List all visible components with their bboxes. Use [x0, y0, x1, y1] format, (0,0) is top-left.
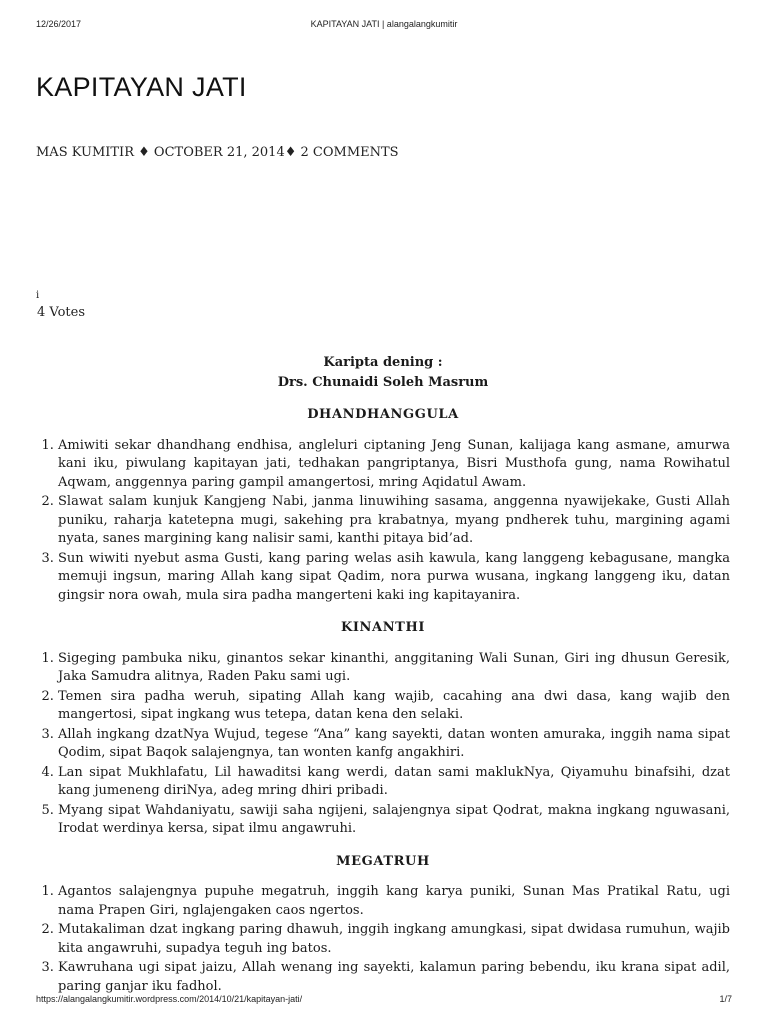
post-content: [36, 354, 730, 997]
print-header: [0, 0, 768, 30]
print-date: 12/26/2017: [36, 19, 82, 29]
meta-separator-icon: ♦: [284, 145, 297, 160]
verse-item: 5. Myang sipat Wahdaniyatu, sawiji saha ngijeni, salajengnya sipat Qodrat, makna ingkang nguwasani, Irodat werdinya kersa, sipat ilmu angawruhi.: [58, 802, 730, 839]
verse-item: 3. Sun wiwiti nyebut asma Gusti, kang paring welas asih kawula, kang langgeng kebagusane, mangka memuji ingsun, maring Allah kang sipat Qadim, nora purwa wusana, ingkang langgeng iku, datan gingsir nora owah, mula sira padha mangerteni kaki ing kapitayanira.: [58, 550, 730, 606]
author-credit: Drs. Chunaidi Soleh Masrum: [277, 374, 489, 390]
author-link[interactable]: MAS KUMITIR: [36, 145, 134, 160]
section-heading: MEGATRUH: [336, 853, 430, 869]
meta-separator-icon: ♦: [138, 145, 150, 160]
verse-item: 3. Kawruhana ugi sipat jaizu, Allah wenang ing sayekti, kalamun paring bebendu, iku krana sipat adil, paring ganjar iku fadhol.: [58, 959, 730, 996]
page-number: 1/7: [719, 994, 732, 1004]
votes-count: 4 Votes: [37, 305, 86, 320]
verse-item: 4. Lan sipat Mukhlafatu, Lil hawaditsi kang werdi, datan sami maklukNya, Qiyamuhu binafsihi, dzat kang jumeneng diriNya, adeg mring dhiri pribadi.: [58, 764, 730, 801]
post-title: KAPITAYAN JATI: [36, 72, 247, 102]
comments-link[interactable]: 2 COMMENTS: [300, 145, 399, 160]
credit-line: Karipta dening :: [323, 355, 443, 370]
verse-item: 2. Mutakaliman dzat ingkang paring dhawuh, inggih ingkang amungkasi, sipat dwidasa rumuhun, wajib kita angawruhi, supadya teguh ing batos.: [58, 921, 730, 958]
section-heading: KINANTHI: [340, 620, 426, 635]
verse-item: 3. Allah ingkang dzatNya Wujud, tegese “Ana” kang sayekti, datan wonten amuraka, inggih nama sipat Qodim, sipat Baqok salajengnya, tan wonten kanfg angakhiri.: [58, 726, 730, 763]
verse-list: [36, 883, 730, 996]
section-heading: DHANDHANGGULA: [307, 407, 459, 422]
verse-item: 2. Temen sira padha weruh, sipating Allah kang wajib, cacahing ana dwi dasa, kang wajib den mangertosi, sipat ingkang wus tetepa, datan kena den selaki.: [58, 688, 730, 725]
page-url: https://alangalangkumitir.wordpress.com/2014/10/21/kapitayan-jati/: [36, 994, 303, 1004]
post-date-link[interactable]: OCTOBER 21, 2014: [153, 145, 285, 160]
verse-list: [36, 437, 730, 606]
print-page-title: KAPITAYAN JATI | alangalangkumitir: [310, 19, 458, 29]
print-footer: [0, 994, 768, 1014]
rating-icon[interactable]: i: [36, 290, 40, 301]
verse-list: [36, 650, 730, 839]
verse-item: 1. Amiwiti sekar dhandhang endhisa, angleluri ciptaning Jeng Sunan, kalijaga kang asmane, amurwa kani iku, piwulang kapitayan jati, tedhakan pangriptanya, Bisri Musthofa gung, nama Rowihatul Aqwam, anggennya paring gampil amangertosi, mring Aqidatul Awam.: [58, 437, 730, 493]
verse-item: 1. Agantos salajengnya pupuhe megatruh, inggih kang karya puniki, Sunan Mas Pratikal Ratu, ugi nama Prapen Giri, nglajengaken caos ngertos.: [58, 883, 730, 920]
post-meta: [36, 145, 399, 160]
verse-item: 2. Slawat salam kunjuk Kangjeng Nabi, janma linuwihing sasama, anggenna nyawijekake, Gusti Allah puniku, raharja katetepna mugi, sakehing pra krabatnya, myang pndherek tuhu, margining agami nyata, sanes margining kang nalisir sami, kanthi pitaya bid’ad.: [58, 493, 730, 549]
verse-item: 1. Sigeging pambuka niku, ginantos sekar kinanthi, anggitaning Wali Sunan, Giri ing dhusun Geresik, Jaka Samudra alitnya, Raden Paku sami ugi.: [58, 650, 730, 687]
